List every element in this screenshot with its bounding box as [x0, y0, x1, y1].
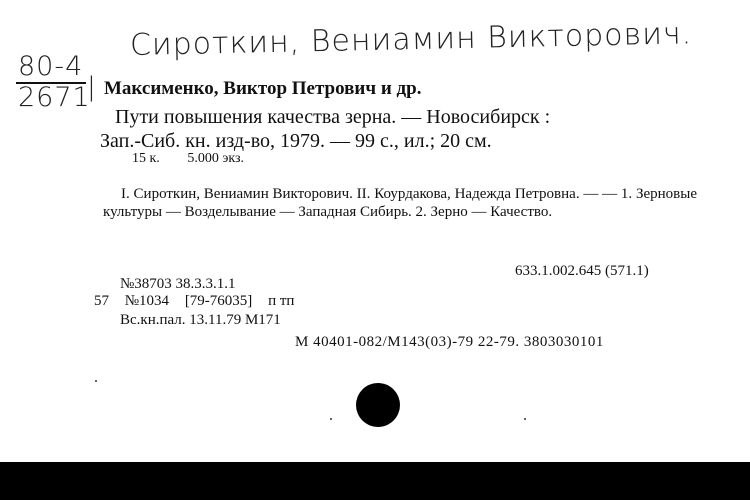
publication-details: Зап.-Сиб. кн. изд-во, 1979. — 99 с., ил.; 20 см.	[100, 130, 492, 152]
punch-hole	[356, 383, 400, 427]
scan-border	[0, 462, 750, 500]
margin-mark: |	[87, 72, 97, 102]
price: 15 к.	[132, 151, 160, 166]
registration-number: №38703 38.3.3.1.1	[120, 276, 236, 292]
speck	[95, 380, 97, 382]
publishing-index: М 40401-082/М143(03)-79 22-79. 3803030101	[295, 334, 604, 350]
udc-classification: 633.1.002.645 (571.1)	[515, 263, 649, 279]
order-prefix: 57	[94, 293, 109, 309]
order-code: [79-76035]	[184, 293, 253, 309]
order-suffix: п тп	[268, 293, 295, 309]
call-number-bottom: 2671	[18, 82, 91, 113]
speck	[524, 418, 526, 420]
added-entries-and-subjects: I. Сироткин, Вениамин Викторович. II. Коурдакова, Надежда Петровна. — — 1. Зерновые культуры — Возделывание — Западная Сибирь. 2. Зерно — Качество.	[103, 186, 697, 220]
book-chamber-line: Вс.кн.пал. 13.11.79 М171	[120, 312, 281, 328]
author-heading: Максименко, Виктор Петрович и др.	[104, 78, 422, 99]
call-number-top: 80-4	[18, 51, 84, 82]
print-run: 5.000 экз.	[187, 151, 244, 166]
price-and-print-run	[132, 150, 268, 168]
speck	[330, 418, 332, 420]
order-line	[94, 292, 306, 310]
order-number: №1034	[124, 293, 170, 309]
handwritten-author-note: Сироткин, Вениамин Викторович.	[129, 16, 693, 63]
title-statement: Пути повышения качества зерна. — Новосибирск :	[115, 106, 551, 128]
